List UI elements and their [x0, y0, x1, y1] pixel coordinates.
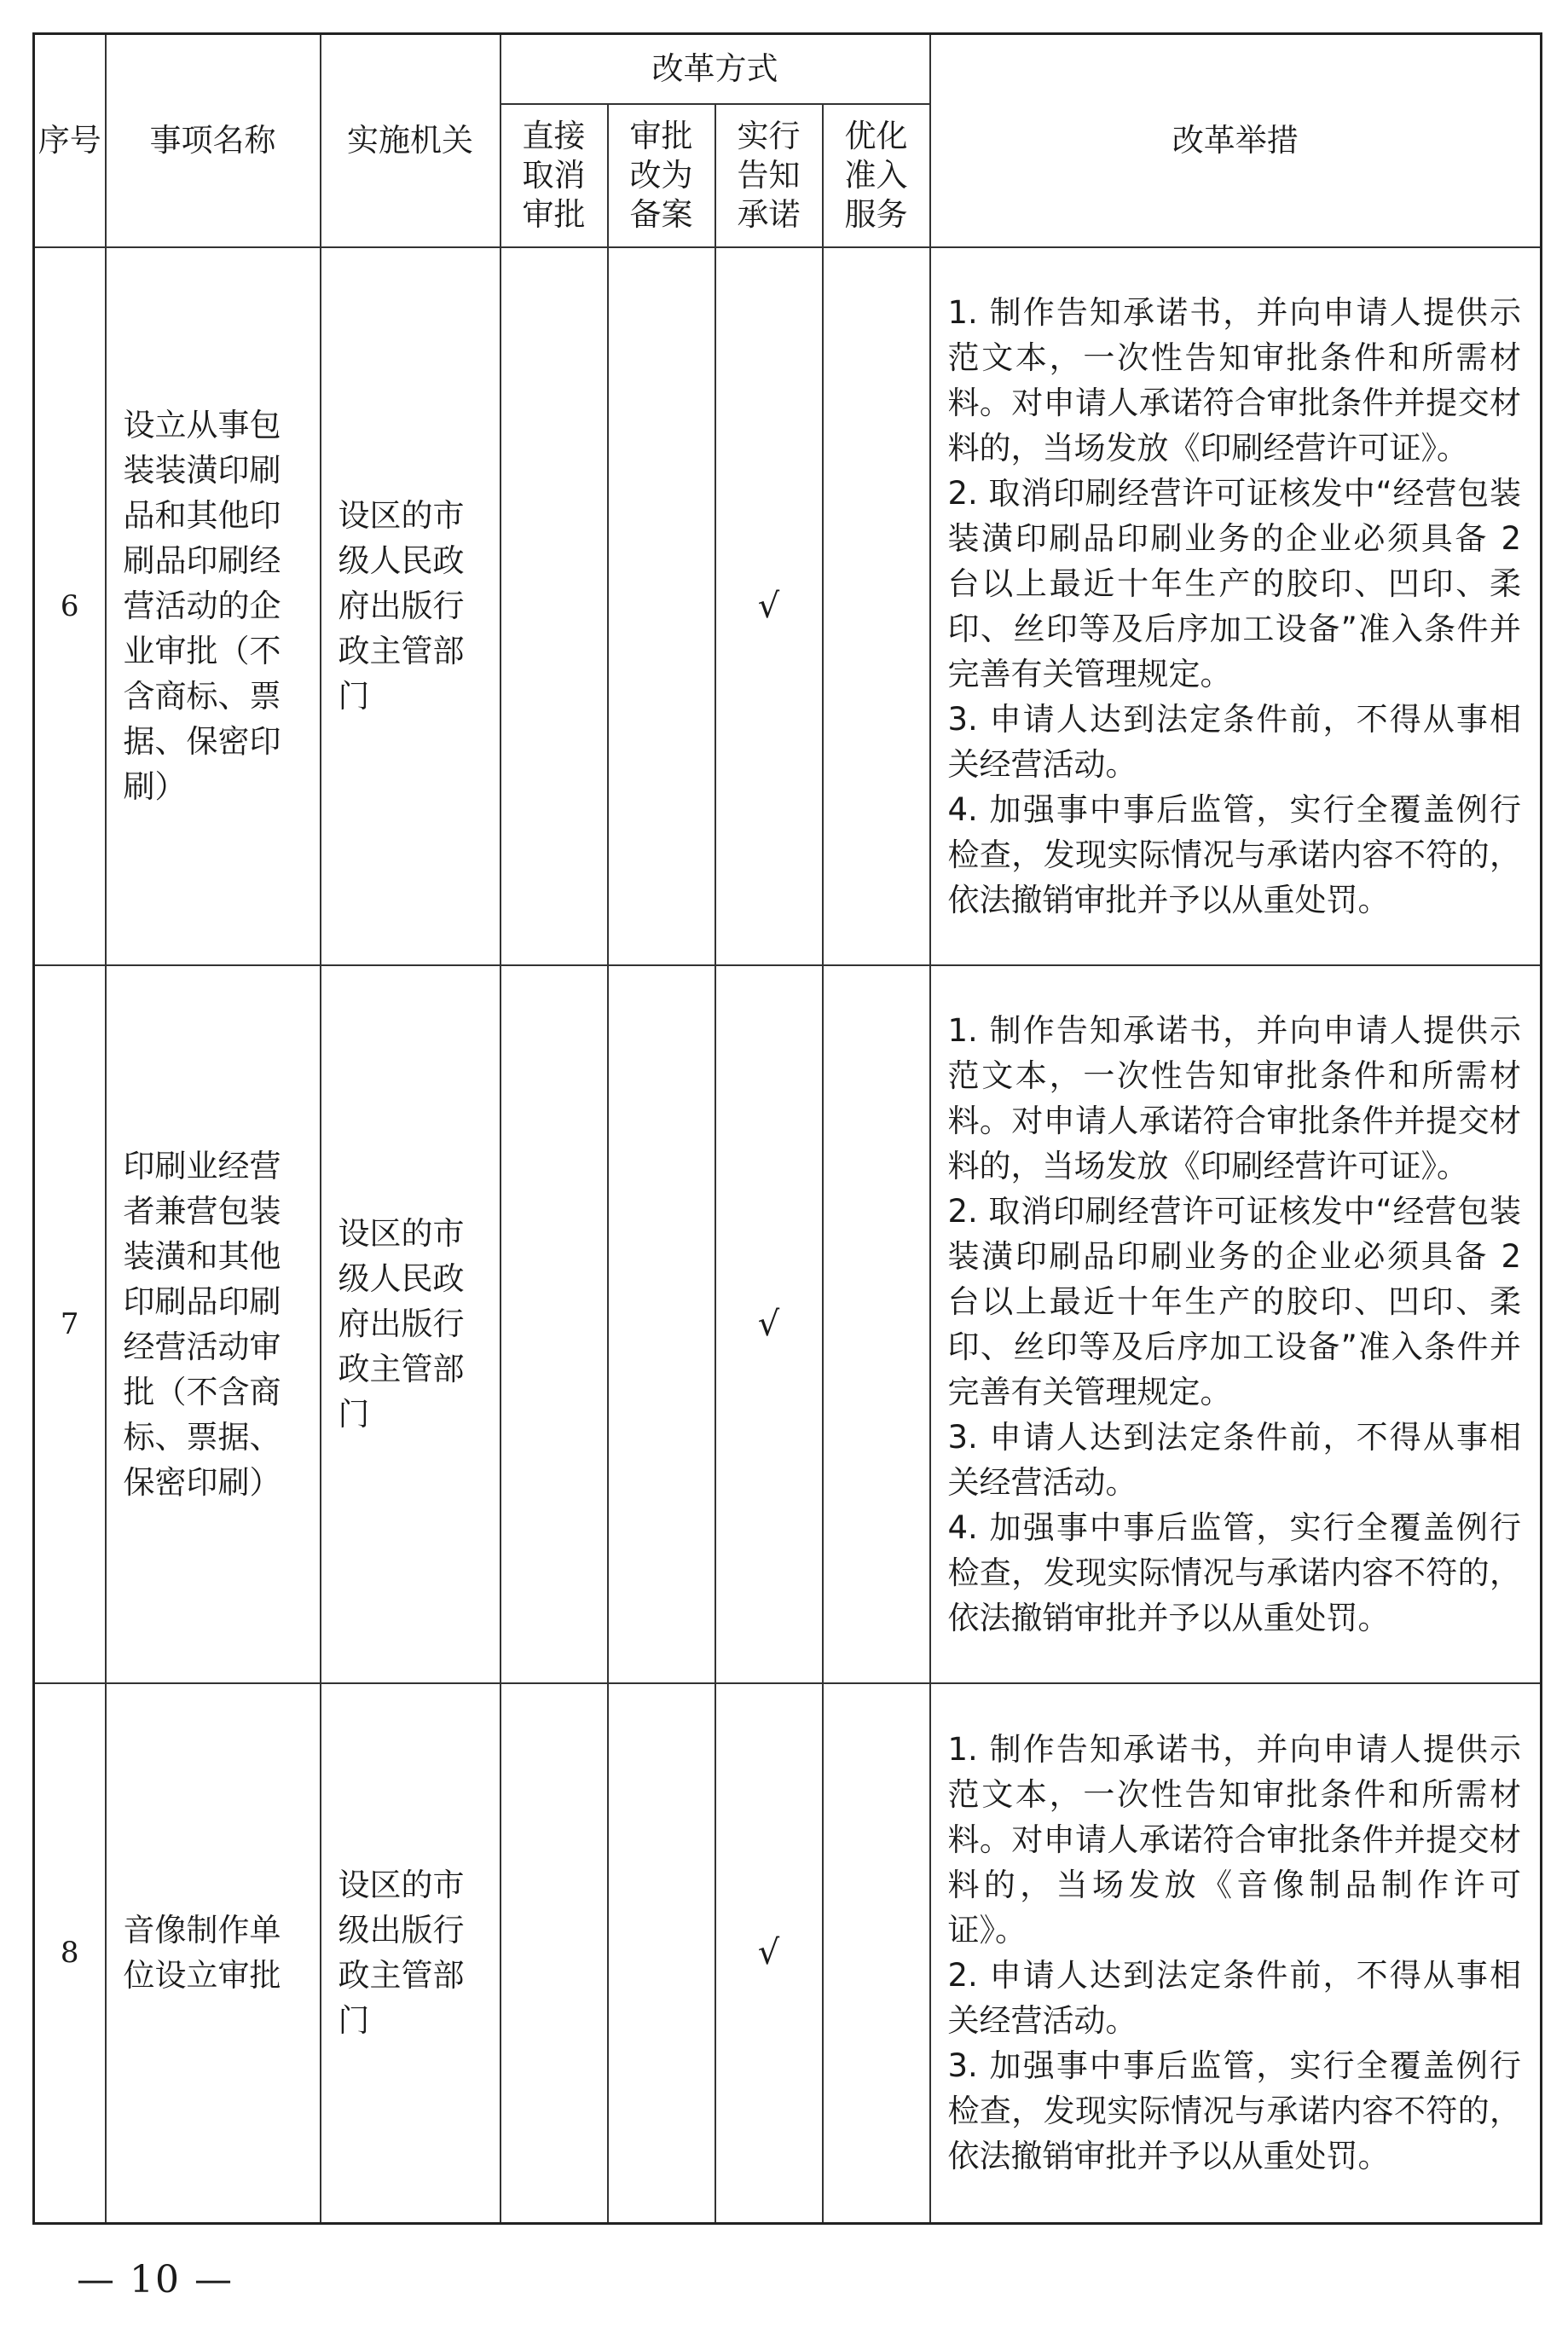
measure-item: 1. 制作告知承诺书，并向申请人提供示范文本，一次性告知审批条件和所需材料。对申请人承诺符合审批条件并提交材料的，当场发放《音像制品制作许可证》。 — [947, 1731, 1521, 1949]
header-mode-notice-commit-line: 承诺 — [737, 195, 801, 233]
measure-item: 1. 制作告知承诺书，并向申请人提供示范文本，一次性告知审批条件和所需材料。对申请人承诺符合审批条件并提交材料的，当场发放《印刷经营许可证》。 — [947, 293, 1521, 466]
measure-item: 2. 取消印刷经营许可证核发中“经营包装装潢印刷品印刷业务的企业必须具备 2 台以上最近十年生产的胶印、凹印、柔印、丝印等及后序加工设备”准入条件并完善有关管理规定。 — [947, 474, 1521, 692]
header-mode-direct-cancel-line: 直接 — [522, 117, 586, 154]
row-item-name: 设立从事包装装潢印刷品和其他印刷品印刷经营活动的企业审批（不含商标、票据、保密印刷） — [106, 247, 321, 965]
measure-item: 1. 制作告知承诺书，并向申请人提供示范文本，一次性告知审批条件和所需材料。对申请人承诺符合审批条件并提交材料的，当场发放《印刷经营许可证》。 — [947, 1011, 1521, 1184]
row-seq: 6 — [34, 247, 106, 965]
header-mode-to-filing-line: 审批 — [629, 117, 693, 154]
header-name: 事项名称 — [106, 34, 321, 247]
header-mode-direct-cancel-line: 审批 — [522, 195, 586, 233]
row-agency: 设区的市级出版行政主管部门 — [321, 1683, 500, 2224]
header-mode-optimize-line: 优化 — [844, 117, 908, 154]
row-mark-direct-cancel — [500, 965, 608, 1683]
reform-table — [32, 32, 1542, 2225]
row-mark-notice-commit: √ — [715, 965, 823, 1683]
table-row — [34, 1683, 1542, 2224]
row-measures — [930, 247, 1542, 965]
measure-item: 2. 申请人达到法定条件前，不得从事相关经营活动。 — [947, 1957, 1521, 2040]
row-item-name: 音像制作单位设立审批 — [106, 1683, 321, 2224]
row-agency: 设区的市级人民政府出版行政主管部门 — [321, 965, 500, 1683]
header-org: 实施机关 — [321, 34, 500, 247]
row-measures — [930, 1683, 1542, 2224]
row-mark-to-filing — [608, 1683, 715, 2224]
row-mark-to-filing — [608, 965, 715, 1683]
header-mode-optimize-line: 服务 — [844, 195, 908, 233]
header-mode-notice-commit-line: 告知 — [737, 156, 801, 194]
row-mark-direct-cancel — [500, 247, 608, 965]
row-mark-optimize — [823, 247, 930, 965]
row-item-name: 印刷业经营者兼营包装装潢和其他印刷品印刷经营活动审批（不含商标、票据、保密印刷） — [106, 965, 321, 1683]
header-mode-optimize-line: 准入 — [844, 156, 908, 194]
row-mark-notice-commit: √ — [715, 1683, 823, 2224]
measure-item: 3. 申请人达到法定条件前，不得从事相关经营活动。 — [947, 1418, 1521, 1501]
header-mode-optimize — [823, 104, 930, 247]
row-mark-to-filing — [608, 247, 715, 965]
header-mode-notice-commit-line: 实行 — [737, 117, 801, 154]
row-seq: 8 — [34, 1683, 106, 2224]
measure-item: 4. 加强事中事后监管，实行全覆盖例行检查，发现实际情况与承诺内容不符的，依法撤销审批并予以从重处罚。 — [947, 1508, 1521, 1636]
row-measures — [930, 965, 1542, 1683]
header-mode-direct-cancel — [500, 104, 608, 247]
measure-item: 3. 申请人达到法定条件前，不得从事相关经营活动。 — [947, 700, 1521, 783]
measure-item: 4. 加强事中事后监管，实行全覆盖例行检查，发现实际情况与承诺内容不符的，依法撤销审批并予以从重处罚。 — [947, 790, 1521, 918]
header-mode-direct-cancel-line: 取消 — [522, 156, 586, 194]
header-mode-to-filing-line: 改为 — [629, 156, 693, 194]
header-mode-to-filing-line: 备案 — [629, 195, 693, 233]
header-reform-mode: 改革方式 — [500, 34, 930, 104]
header-measures: 改革举措 — [930, 34, 1542, 247]
header-seq: 序号 — [34, 34, 106, 247]
row-agency: 设区的市级人民政府出版行政主管部门 — [321, 247, 500, 965]
table-row — [34, 965, 1542, 1683]
row-mark-notice-commit: √ — [715, 247, 823, 965]
header-mode-to-filing — [608, 104, 715, 247]
row-seq: 7 — [34, 965, 106, 1683]
header-row-1 — [34, 34, 1542, 104]
row-mark-direct-cancel — [500, 1683, 608, 2224]
measure-item: 3. 加强事中事后监管，实行全覆盖例行检查，发现实际情况与承诺内容不符的，依法撤销审批并予以从重处罚。 — [947, 2047, 1521, 2175]
header-mode-notice-commit — [715, 104, 823, 247]
row-mark-optimize — [823, 1683, 930, 2224]
measure-item: 2. 取消印刷经营许可证核发中“经营包装装潢印刷品印刷业务的企业必须具备 2 台以上最近十年生产的胶印、凹印、柔印、丝印等及后序加工设备”准入条件并完善有关管理规定。 — [947, 1192, 1521, 1410]
table-row — [34, 247, 1542, 965]
row-mark-optimize — [823, 965, 930, 1683]
page-number: — 10 — — [77, 2258, 234, 2301]
